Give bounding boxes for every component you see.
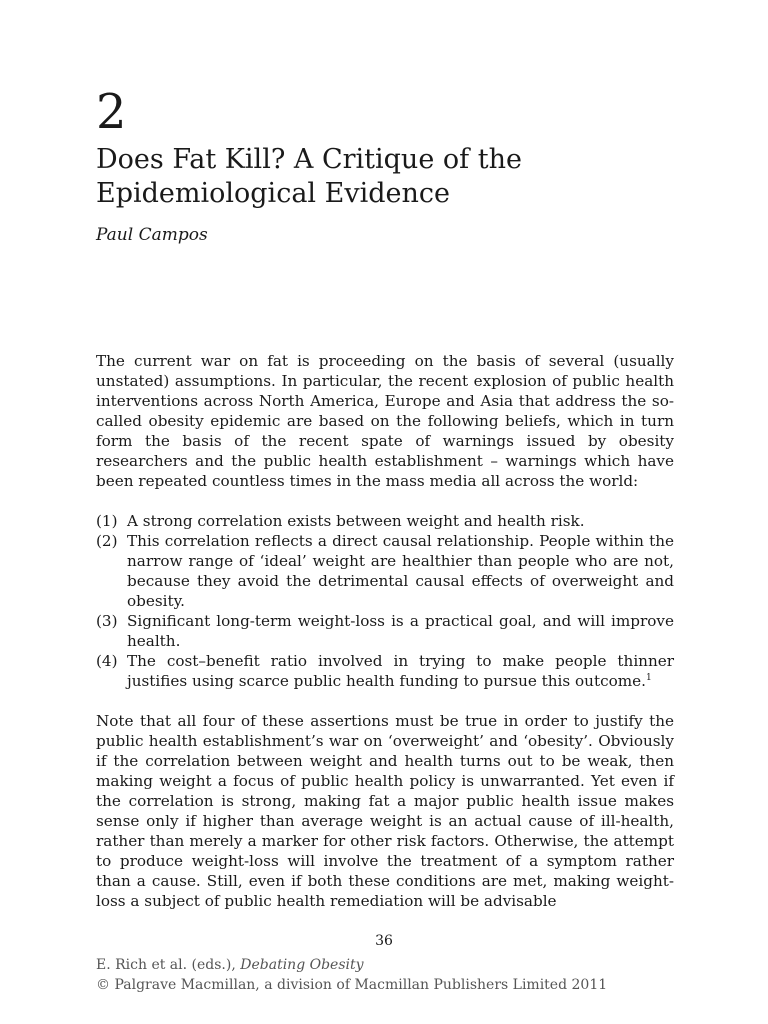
editors-prefix: E. Rich et al. (eds.), [96, 957, 241, 973]
chapter-title [96, 143, 696, 211]
list-item [96, 531, 674, 611]
list-item-number: (2) [96, 532, 118, 550]
list-item-text: A strong correlation exists between weight and health risk. [127, 512, 585, 530]
list-item-text: This correlation reflects a direct causal relationship. People within the narrow range of ‘ideal’ weight are healthier than people who are not, because they avoid the detrimental causal effects of overweight and obesity. [127, 532, 674, 610]
list-item-text-wrapper [127, 651, 674, 691]
beliefs-list [96, 511, 674, 691]
copyright-credit [96, 955, 607, 995]
list-item-number: (1) [96, 512, 118, 530]
chapter-title-line-1: Does Fat Kill? A Critique of the [96, 144, 522, 175]
list-item [96, 611, 674, 651]
list-item [96, 651, 674, 691]
list-item [96, 511, 674, 531]
page-number: 36 [375, 933, 393, 949]
chapter-title-line-2: Epidemiological Evidence [96, 178, 450, 209]
footnote-marker[interactable]: 1 [645, 673, 652, 683]
copyright-notice: © Palgrave Macmillan, a division of Macmillan Publishers Limited 2011 [96, 977, 608, 993]
editors-credit [96, 955, 607, 975]
intro-paragraph: The current war on fat is proceeding on the basis of several (usually unstated) assumptions. In particular, the recent explosion of public health interventions across North America, Europe and Asia that address the so-called obesity epidemic are based on the following beliefs, which in turn form the basis of the recent spate of warnings issued by obesity researchers and the public health establishment – warnings which have been repeated countless times in the mass media all across the world: [96, 352, 674, 490]
chapter-number: 2 [96, 84, 127, 140]
second-paragraph: Note that all four of these assertions must be true in order to justify the public health establishment’s war on ‘overweight’ and ‘obesity’. Obviously if the correlation between weight and health turns out to be weak, then making weight a focus of public health policy is unwarranted. Yet even if the correlation is strong, making fat a major public health issue makes sense only if higher than average weight is an actual cause of ill-health, rather than merely a marker for other risk factors. Otherwise, the attempt to produce weight-loss will involve the treatment of a symptom rather than a cause. Still, even if both these conditions are met, making weight-loss a subject of public health remediation will be advisable [96, 712, 674, 910]
list-item-text: Significant long-term weight-loss is a practical goal, and will improve health. [127, 612, 674, 650]
book-title: Debating Obesity [240, 957, 364, 973]
list-item-text: The cost–benefit ratio involved in trying to make people thinner justifies using scarce public health funding to pursue this outcome. [127, 652, 674, 690]
chapter-author: Paul Campos [96, 225, 208, 245]
list-item-number: (3) [96, 612, 118, 630]
list-item-number: (4) [96, 652, 118, 670]
